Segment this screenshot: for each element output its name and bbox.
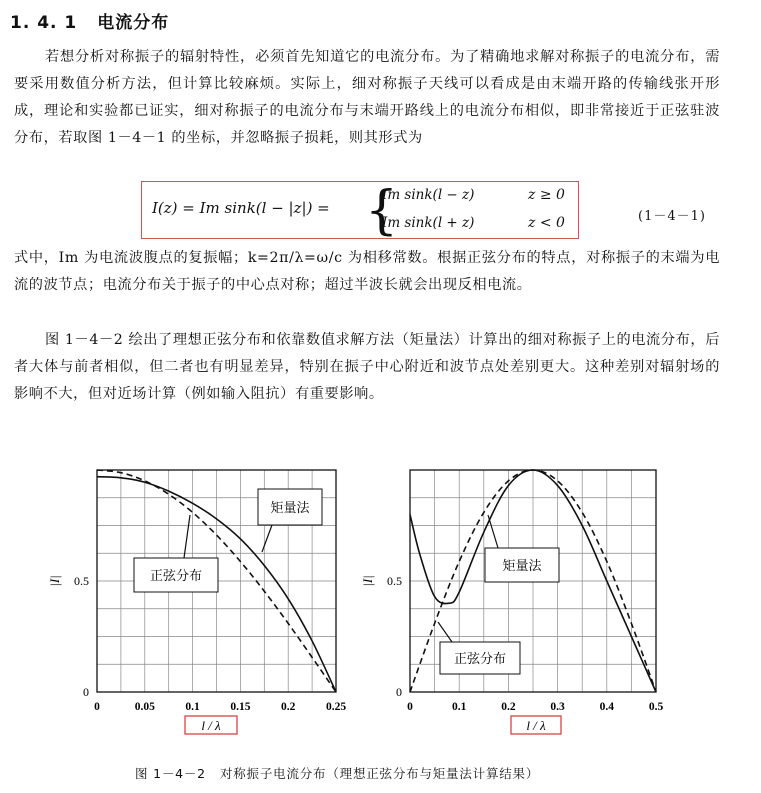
equation-lhs: I(z) = Im sink(l − |z|) = <box>152 199 330 217</box>
chart-left-xtick-label: 0.1 <box>185 701 200 713</box>
chart-left-sine-leader <box>184 515 190 558</box>
equation-condition-negative: z < 0 <box>528 215 565 231</box>
chart-right-xtick-label: 0.3 <box>550 701 565 713</box>
chart-left-mom-leader <box>262 525 272 552</box>
figure-caption-number: 图 1－4－2 <box>135 766 206 781</box>
chart-right-xtick-label: 0.1 <box>452 701 467 713</box>
chart-left-xlabel: l / λ <box>201 718 221 733</box>
figure-caption <box>135 764 539 782</box>
paragraph-figure-description: 图 1－4－2 绘出了理想正弦分布和依靠数值求解方法（矩量法）计算出的细对称振子上的电流分布，后者大体与前者相似，但二者也有明显差异，特别在振子中心附近和波节点处差别更大。这种差别对辐射场的影响不大，但对近场计算（例如输入阻抗）有重要影响。 <box>14 332 720 402</box>
chart-left-ylabel: |I| <box>47 575 62 587</box>
chart-right-ytick-label: 0.5 <box>387 574 402 588</box>
equation-case-negative: Im sink(l + z) <box>382 215 475 231</box>
chart-right-mom-label: 矩量法 <box>502 559 542 574</box>
chart-right-xtick-label: 0 <box>407 701 413 713</box>
figure-caption-text: 对称振子电流分布（理想正弦分布与矩量法计算结果） <box>219 766 540 781</box>
equation-brace: { <box>365 181 399 241</box>
section-title: 电流分布 <box>97 13 170 33</box>
chart-right-xtick-label: 0.2 <box>501 701 516 713</box>
chart-left-ytick-label: 0.5 <box>74 574 89 588</box>
equation-number: (1－4－1) <box>638 209 706 224</box>
chart-right-mom-leader <box>488 515 498 548</box>
chart-left-ytick-label: 0 <box>83 685 89 699</box>
equation-case-positive: Im sink(l − z) <box>382 187 475 203</box>
chart-left-xtick-label: 0.25 <box>325 701 347 713</box>
chart-left-xtick-label: 0.05 <box>134 701 155 713</box>
chart-right-xtick-label: 0.5 <box>648 701 664 713</box>
chart-left-mom-label: 矩量法 <box>270 501 310 516</box>
chart-right-xlabel: l / λ <box>526 718 546 733</box>
chart-right-sine-label: 正弦分布 <box>453 652 507 667</box>
chart-left-xtick-label: 0.15 <box>230 701 251 713</box>
chart-right-ylabel: |I| <box>360 575 375 587</box>
section-number: 1. 4. 1 <box>10 13 78 33</box>
equation-condition-positive: z ≥ 0 <box>528 187 565 203</box>
chart-right-sine-leader <box>438 622 452 642</box>
chart-left-xtick-label: 0 <box>94 701 100 713</box>
paragraph-explanation: 式中，Im 为电流波腹点的复振幅；k=2π/λ=ω/c 为相移常数。根据正弦分布的特点，对称振子的末端为电流的波节点；电流分布关于振子的中心点对称；超过半波长就会出现反相电流。 <box>14 250 720 293</box>
chart-right-xtick-label: 0.4 <box>599 701 614 713</box>
chart-left-xtick-label: 0.2 <box>281 701 296 713</box>
chart-left-sine-label: 正弦分布 <box>149 569 203 584</box>
chart-right-ytick-label: 0 <box>396 685 402 699</box>
paragraph-intro: 若想分析对称振子的辐射特性，必须首先知道它的电流分布。为了精确地求解对称振子的电流分布，需要采用数值分析方法，但计算比较麻烦。实际上，细对称振子天线可以看成是由末端开路的传输线张开形成，理论和实验都已证实，细对称振子的电流分布与末端开路线上的电流分布相似，即非常接近于正弦驻波分布，若取图 1－4－1 的坐标，并忽略振子损耗，则其形式为 <box>14 49 720 146</box>
